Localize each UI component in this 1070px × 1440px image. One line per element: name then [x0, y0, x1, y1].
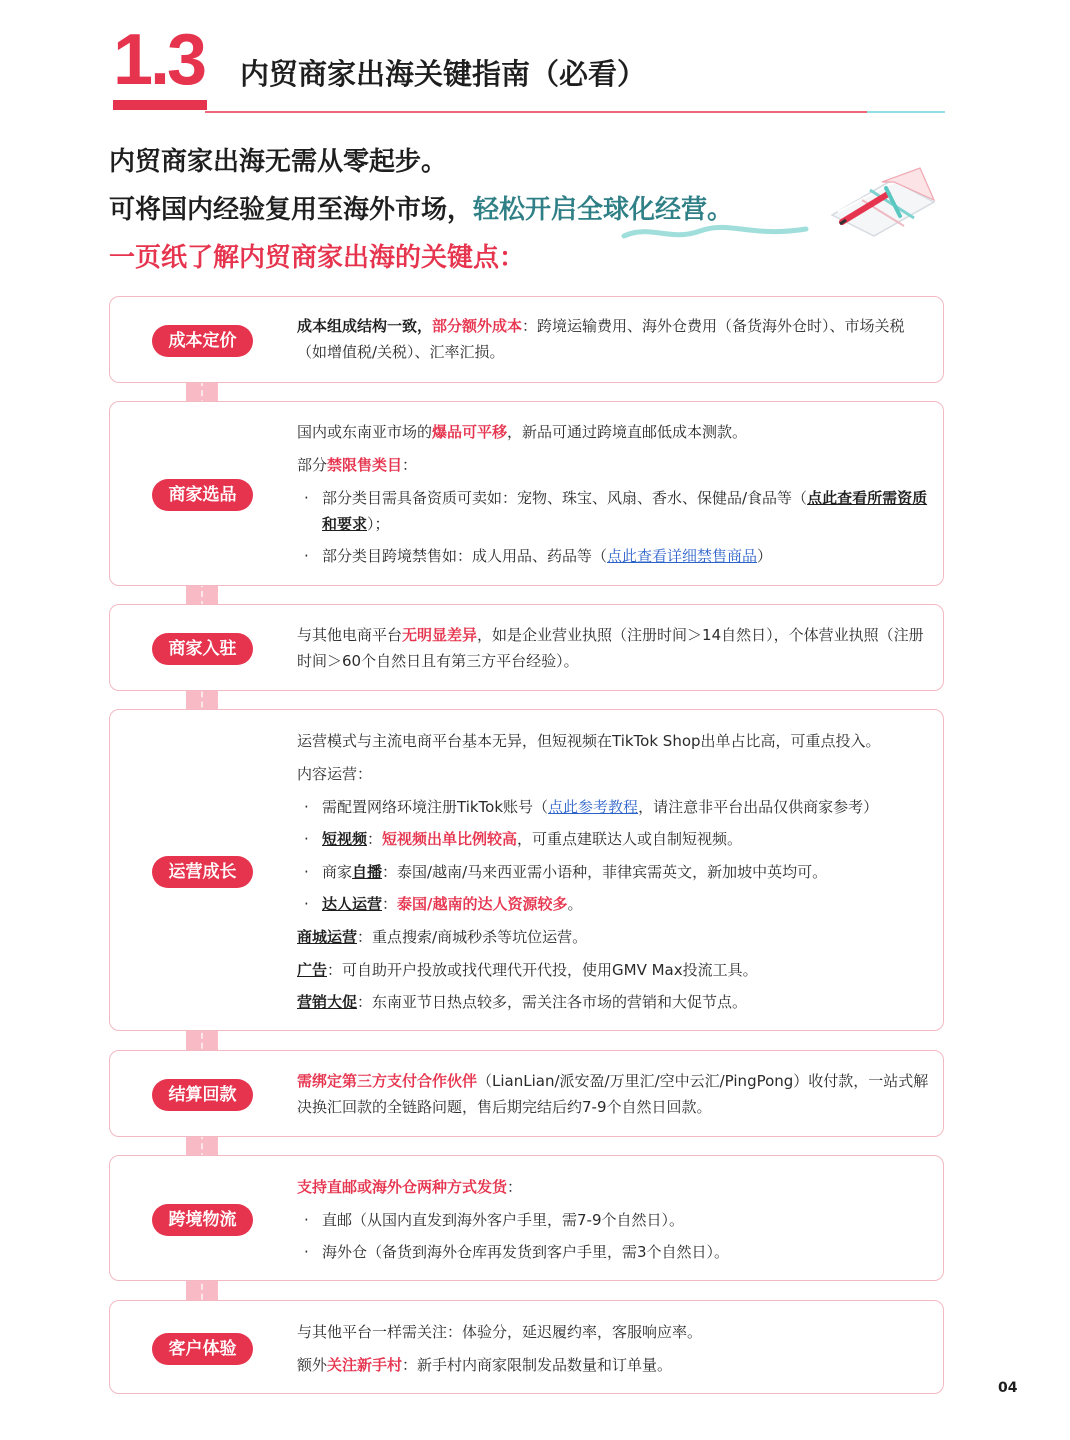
page-number: 04	[998, 1380, 1018, 1396]
ops-l2-a: 广告	[297, 961, 328, 979]
ops-l3-b: ：东南亚节日热点较多，需关注各市场的营销和大促节点。	[357, 993, 748, 1011]
settle-text	[297, 1068, 929, 1120]
ops-b2-b: ：	[367, 830, 383, 848]
bullet-dot: ·	[304, 830, 309, 848]
select-para-2	[297, 452, 417, 478]
page-title: 内贸商家出海关键指南（必看）	[240, 57, 647, 91]
ops-b2-highlight: 短视频出单比例较高	[382, 830, 518, 848]
onboard-t1: 与其他电商平台	[297, 626, 403, 644]
select-b2-a: 部分类目跨境禁售如：成人用品、药品等（	[322, 547, 608, 565]
cx-para-2	[297, 1352, 672, 1378]
ops-para-2: 内容运营：	[297, 765, 373, 783]
ops-b4-a: 达人运营	[322, 895, 383, 913]
bullet-dot: ·	[304, 798, 309, 816]
ops-line-mall	[297, 924, 587, 950]
select-p1-c: ，新品可通过跨境直邮低成本测款。	[507, 423, 748, 441]
select-b1-b: ）；	[367, 515, 390, 533]
ops-b4-d: 。	[567, 895, 583, 913]
select-p2-c: ：	[402, 456, 418, 474]
ops-b4-highlight: 泰国/越南的达人资源较多	[397, 895, 568, 913]
ops-l3-a: 营销大促	[297, 993, 358, 1011]
ops-b3-c: ：泰国/越南/马来西亚需小语种，菲律宾需英文，新加坡中英均可。	[382, 863, 828, 881]
bullet-dot: ·	[304, 1243, 309, 1261]
select-b2-b: ）	[757, 547, 773, 565]
qualification-link[interactable]: 点此查看所需资质和要求	[322, 489, 928, 533]
cost-text-body: ：跨境运输费用、海外仓费用（备货海外仓时）、市场关税（如增值税/关税）、汇率汇损。	[297, 317, 905, 361]
logistics-bullet-1: 直邮（从国内直发到海外客户手里，需7-9个自然日）。	[322, 1211, 685, 1229]
cost-text-bold: 成本组成结构一致，	[297, 317, 433, 335]
cx-para-1: 与其他平台一样需关注：体验分，延迟履约率，客服响应率。	[297, 1323, 703, 1341]
select-bullet-1	[322, 485, 930, 537]
ops-b1-a: 需配置网络环境注册TikTok账号（	[322, 798, 549, 816]
onboard-text	[297, 622, 929, 674]
onboard-t3: ，如是企业营业执照（注册时间＞14自然日），个体营业执照（注册时间＞60个自然日且有第三方平台经验）。	[297, 626, 924, 670]
ops-line-ads	[297, 957, 758, 983]
intro-line-2-text: 可将国内经验复用至海外市场，	[109, 195, 474, 225]
ops-b2-a: 短视频	[322, 830, 368, 848]
ops-b2-d: ，可重点建联达人或自制短视频。	[517, 830, 743, 848]
prohibited-goods-link[interactable]: 点此查看详细禁售商品	[607, 547, 758, 565]
ops-bullet-2	[322, 826, 742, 852]
bullet-dot: ·	[304, 547, 309, 565]
ops-bullet-1	[322, 794, 878, 820]
select-p1-a: 国内或东南亚市场的	[297, 423, 433, 441]
select-p2-highlight: 禁限售类目	[327, 456, 403, 474]
logistics-highlight: 支持直邮或海外仓两种方式发货	[297, 1178, 508, 1196]
ops-bullet-4	[322, 891, 583, 917]
ops-bullet-3	[322, 859, 827, 885]
select-p1-highlight: 爆品可平移	[432, 423, 508, 441]
ops-l1-b: ：重点搜索/商城秒杀等坑位运营。	[357, 928, 588, 946]
bullet-dot: ·	[304, 895, 309, 913]
ops-b1-b: ，请注意非平台出品仅供商家参考）	[638, 798, 879, 816]
ops-l1-a: 商城运营	[297, 928, 358, 946]
section-number-underline	[113, 100, 207, 110]
cx-p2-c: ：新手村内商家限制发品数量和订单量。	[402, 1356, 673, 1374]
bullet-dot: ·	[304, 1211, 309, 1229]
select-b1-a: 部分类目需具备资质可卖如：宠物、珠宝、风扇、香水、保健品/食品等（	[322, 489, 808, 507]
select-bullet-2	[322, 543, 772, 569]
ops-para-1: 运营模式与主流电商平台基本无异，但短视频在TikTok Shop出单占比高，可重点投入。	[297, 732, 881, 750]
underline-squiggle-icon	[620, 222, 810, 244]
intro-line-2-highlight: 轻松开启全球化经营。	[473, 195, 734, 225]
logistics-p1-b: ：	[507, 1178, 523, 1196]
cost-text-highlight: 部分额外成本	[432, 317, 523, 335]
tag-operations: 运营成长	[152, 856, 253, 888]
tag-onboarding: 商家入驻	[152, 633, 253, 665]
tutorial-link[interactable]: 点此参考教程	[548, 798, 639, 816]
onboard-highlight: 无明显差异	[402, 626, 478, 644]
logistics-para-1	[297, 1174, 522, 1200]
bullet-dot: ·	[304, 489, 309, 507]
notebook-pen-icon	[822, 160, 942, 240]
cost-text	[297, 313, 929, 365]
settle-highlight: 需绑定第三方支付合作伙伴	[297, 1072, 478, 1090]
select-para-1	[297, 419, 747, 445]
ops-b3-b: 自播	[352, 863, 383, 881]
cx-p2-a: 额外	[297, 1356, 328, 1374]
ops-b4-b: ：	[382, 895, 398, 913]
tag-product-selection: 商家选品	[152, 479, 253, 511]
ops-line-promo	[297, 989, 747, 1015]
header-divider-accent	[867, 111, 945, 113]
select-p2-a: 部分	[297, 456, 328, 474]
ops-b3-a: 商家	[322, 863, 353, 881]
cx-highlight: 关注新手村	[327, 1356, 403, 1374]
intro-line-1: 内贸商家出海无需从零起步。	[109, 147, 448, 177]
tag-settlement: 结算回款	[152, 1079, 253, 1111]
ops-l2-b: ：可自助开户投放或找代理代开代投，使用GMV Max投流工具。	[327, 961, 758, 979]
settle-t2: （LianLian/派安盈/万里汇/空中云汇/PingPong）收付款，一站式解决换汇回款的全链路问题，售后期完结后约7-9个自然日回款。	[297, 1072, 929, 1116]
tag-cost-pricing: 成本定价	[152, 325, 253, 357]
tag-logistics: 跨境物流	[152, 1204, 253, 1236]
intro-line-3: 一页纸了解内贸商家出海的关键点：	[109, 243, 526, 273]
bullet-dot: ·	[304, 863, 309, 881]
section-number: 1.3	[113, 20, 205, 100]
header-divider	[205, 111, 867, 113]
logistics-bullet-2: 海外仓（备货到海外仓库再发货到客户手里，需3个自然日）。	[322, 1243, 730, 1261]
tag-customer-experience: 客户体验	[152, 1333, 253, 1365]
